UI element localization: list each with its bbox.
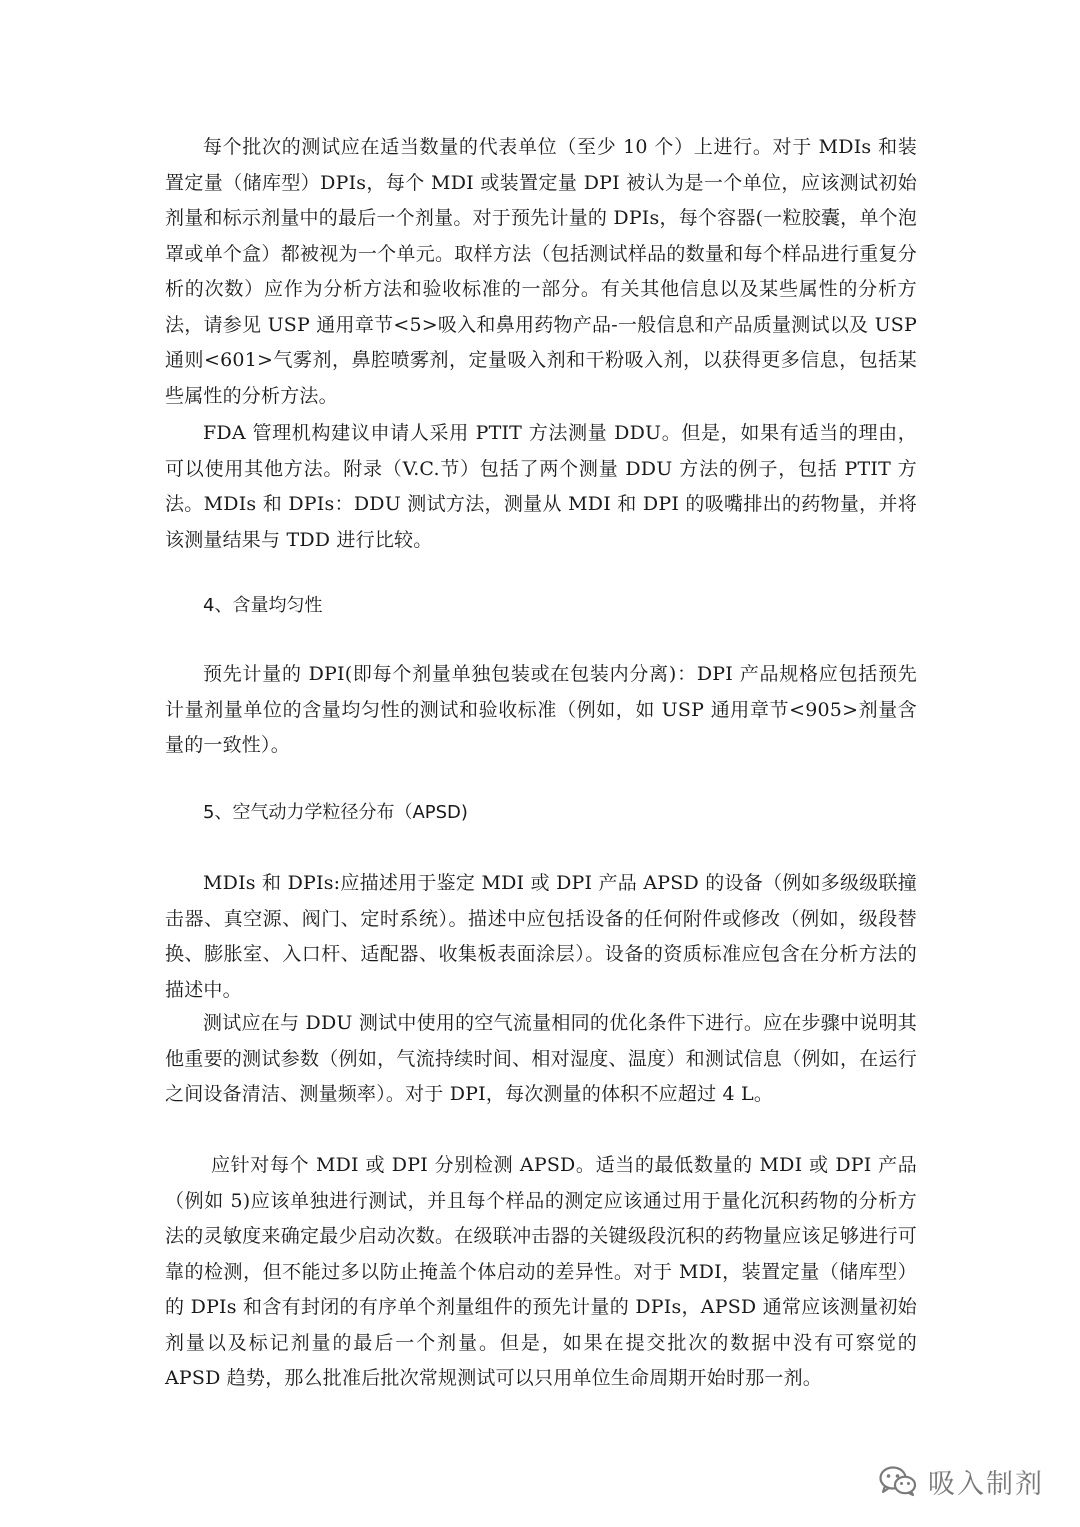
section-heading-apsd: 5、空气动力学粒径分布（APSD) [203, 802, 468, 823]
section-heading-content-uniformity: 4、含量均匀性 [203, 595, 323, 616]
paragraph-batch-testing: 每个批次的测试应在适当数量的代表单位（至少 10 个）上进行。对于 MDIs 和装置定量（储库型）DPIs，每个 MDI 或装置定量 DPI 被认为是一个单位，应该测试初始剂量和标示剂量中的最后一个剂量。对于预先计量的 DPIs，每个容器(一粒胶囊，单个泡罩或单个盒）都被视为一个单元。取样方法（包括测试样品的数量和每个样品进行重复分析的次数）应作为分析方法和验收标准的一部分。有关其他信息以及某些属性的分析方法，请参见 USP 通用章节<5>吸入和鼻用药物产品-一般信息和产品质量测试以及 USP 通则<601>气雾剂，鼻腔喷雾剂，定量吸入剂和干粉吸入剂，以获得更多信息，包括某些属性的分析方法。 [165, 136, 917, 407]
paragraph-fda-ptit: FDA 管理机构建议申请人采用 PTIT 方法测量 DDU。但是，如果有适当的理由，可以使用其他方法。附录（V.C.节）包括了两个测量 DDU 方法的例子，包括 PTIT 方法。MDIs 和 DPIs：DDU 测试方法，测量从 MDI 和 DPI 的吸嘴排出的药物量，并将该测量结果与 TDD 进行比较。 [165, 422, 917, 551]
paragraph-premetered-dpi: 预先计量的 DPI(即每个剂量单独包装或在包装内分离)：DPI 产品规格应包括预先计量剂量单位的含量均匀性的测试和验收标准（例如，如 USP 通用章节<905>剂量含量的一致性）。 [165, 663, 917, 756]
wechat-icon [878, 1465, 918, 1497]
watermark [878, 1459, 1044, 1503]
paragraph-apsd-equipment: MDIs 和 DPIs:应描述用于鉴定 MDI 或 DPI 产品 APSD 的设备（例如多级级联撞击器、真空源、阀门、定时系统）。描述中应包括设备的任何附件或修改（例如，级段替换、膨胀室、入口杆、适配器、收集板表面涂层）。设备的资质标准应包含在分析方法的描述中。 [165, 872, 917, 1001]
paragraph-test-conditions: 测试应在与 DDU 测试中使用的空气流量相同的优化条件下进行。应在步骤中说明其他重要的测试参数（例如，气流持续时间、相对湿度、温度）和测试信息（例如，在运行之间设备清洁、测量频率）。对于 DPI，每次测量的体积不应超过 4 L。 [165, 1012, 917, 1105]
watermark-label: 吸入制剂 [928, 1468, 1044, 1500]
paragraph-apsd-testing: 应针对每个 MDI 或 DPI 分别检测 APSD。适当的最低数量的 MDI 或 DPI 产品（例如 5)应该单独进行测试，并且每个样品的测定应该通过用于量化沉积药物的分析方法的灵敏度来确定最少启动次数。在级联冲击器的关键级段沉积的药物量应该足够进行可靠的检测，但不能过多以防止掩盖个体启动的差异性。对于 MDI，装置定量（储库型）的 DPIs 和含有封闭的有序单个剂量组件的预先计量的 DPIs，APSD 通常应该测量初始剂量以及标记剂量的最后一个剂量。但是，如果在提交批次的数据中没有可察觉的 APSD 趋势，那么批准后批次常规测试可以只用单位生命周期开始时那一剂。 [165, 1154, 917, 1389]
